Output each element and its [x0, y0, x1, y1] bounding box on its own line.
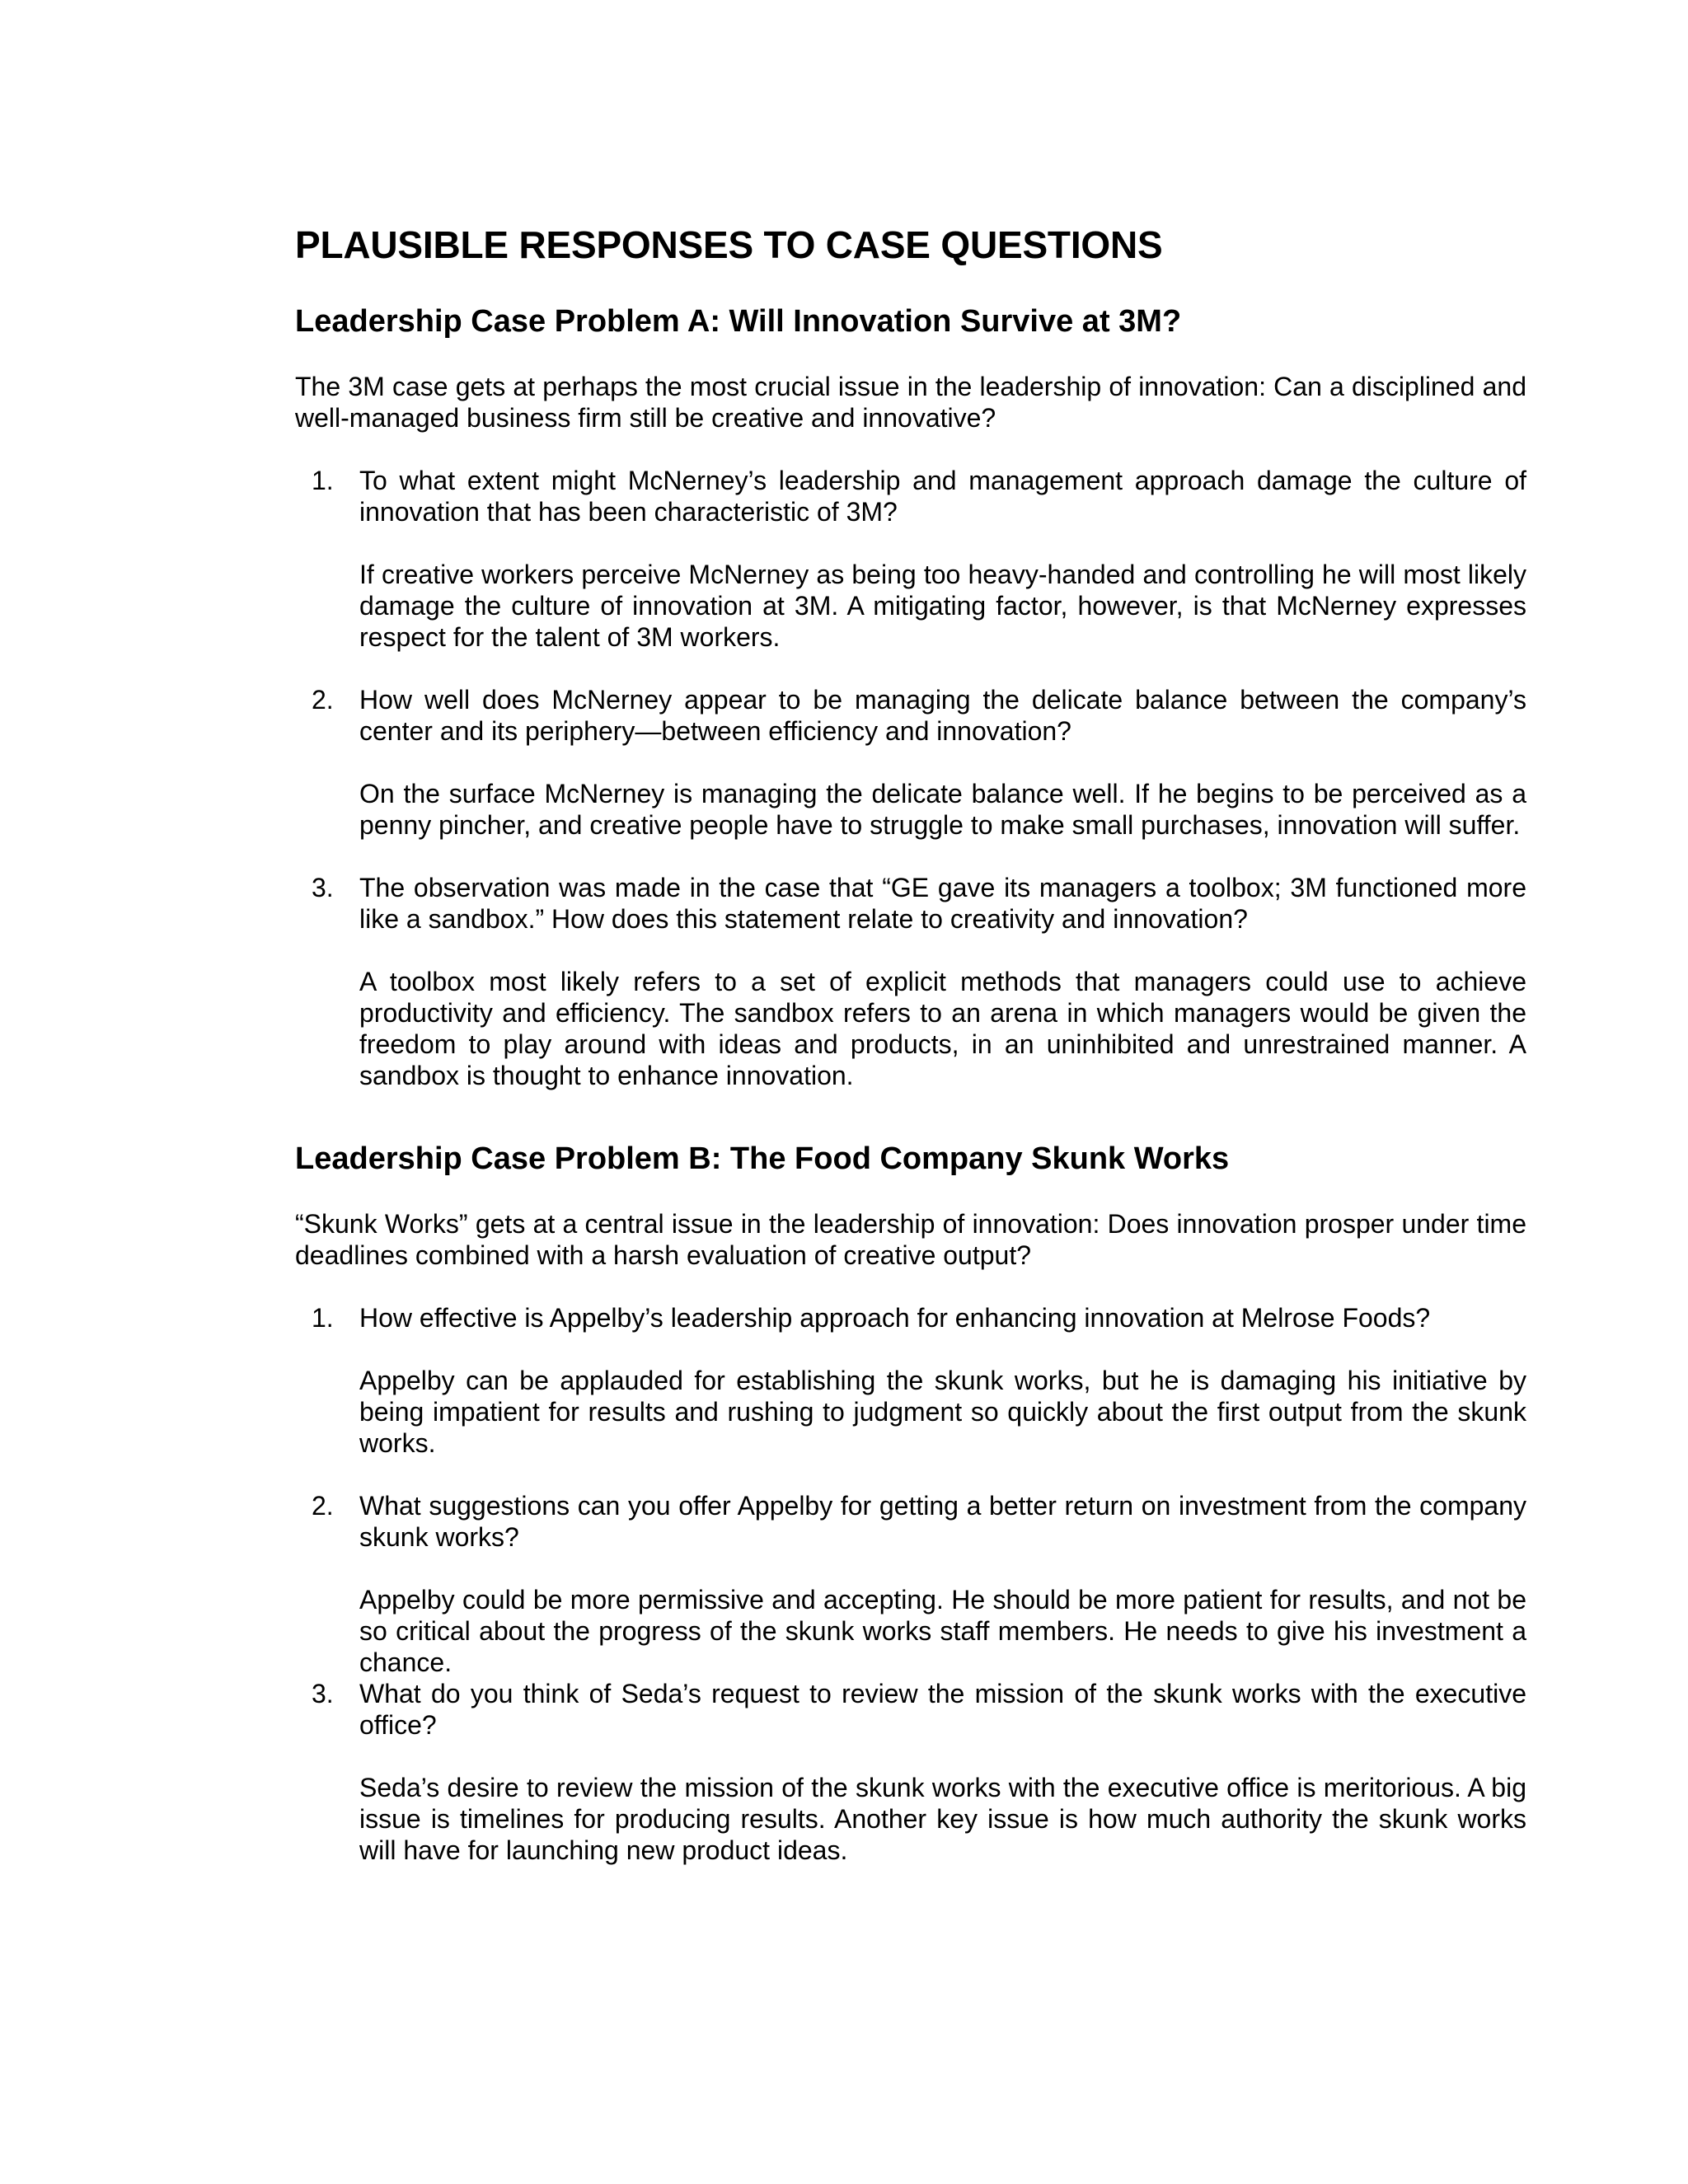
- question-list: [295, 465, 1526, 1091]
- answer-text: Appelby could be more permissive and accepting. He should be more patient for results, and not be so critical about the progress of the skunk works staff members. He needs to give his investment a chance.: [359, 1585, 1526, 1677]
- list-item: [295, 684, 1526, 841]
- question-text: How well does McNerney appear to be managing the delicate balance between the company’s center and its periphery—between efficiency and innovation?: [359, 685, 1526, 746]
- document-title: PLAUSIBLE RESPONSES TO CASE QUESTIONS: [295, 223, 1163, 266]
- case-section-a: [295, 302, 1526, 1091]
- item-number: 2.: [312, 685, 334, 715]
- section-intro: The 3M case gets at perhaps the most crucial issue in the leadership of innovation: Can a disciplined and well-managed business firm still be creative and innovative?: [295, 372, 1526, 433]
- item-number: 3.: [312, 873, 334, 902]
- list-item: [295, 1302, 1526, 1459]
- item-number: 2.: [312, 1491, 334, 1521]
- list-item: [295, 1678, 1526, 1866]
- section-heading: Leadership Case Problem B: The Food Company Skunk Works: [295, 1141, 1230, 1176]
- question-text: How effective is Appelby’s leadership approach for enhancing innovation at Melrose Foods?: [359, 1303, 1431, 1333]
- document-page: [295, 221, 1526, 1866]
- section-heading: Leadership Case Problem A: Will Innovation Survive at 3M?: [295, 304, 1182, 339]
- list-item: [295, 1490, 1526, 1678]
- item-number: 1.: [312, 1303, 334, 1333]
- section-intro: “Skunk Works” gets at a central issue in the leadership of innovation: Does innovation prosper under time deadlines combined with a harsh evaluation of creative output?: [295, 1209, 1526, 1270]
- answer-text: Seda’s desire to review the mission of the skunk works with the executive office is meritorious. A big issue is timelines for producing results. Another key issue is how much authority the skunk works will have for launching new product ideas.: [359, 1773, 1526, 1865]
- answer-text: On the surface McNerney is managing the delicate balance well. If he begins to be perceived as a penny pincher, and creative people have to struggle to make small purchases, innovation will suffer.: [359, 779, 1526, 840]
- item-number: 3.: [312, 1679, 334, 1708]
- question-list: [295, 1302, 1526, 1866]
- answer-text: Appelby can be applauded for establishing the skunk works, but he is damaging his initiative by being impatient for results and rushing to judgment so quickly about the first output from the skunk works.: [359, 1366, 1526, 1458]
- answer-text: If creative workers perceive McNerney as being too heavy-handed and controlling he will most likely damage the culture of innovation at 3M. A mitigating factor, however, is that McNerney expresses respect for the talent of 3M workers.: [359, 560, 1526, 652]
- question-text: What do you think of Seda’s request to review the mission of the skunk works with the executive office?: [359, 1679, 1526, 1740]
- question-text: What suggestions can you offer Appelby for getting a better return on investment from the company skunk works?: [359, 1491, 1526, 1552]
- question-text: To what extent might McNerney’s leadership and management approach damage the culture of innovation that has been characteristic of 3M?: [359, 466, 1526, 527]
- question-text: The observation was made in the case that “GE gave its managers a toolbox; 3M functioned more like a sandbox.” How does this statement relate to creativity and innovation?: [359, 873, 1526, 934]
- answer-text: A toolbox most likely refers to a set of explicit methods that managers could use to achieve productivity and efficiency. The sandbox refers to an arena in which managers would be given the freedom to play around with ideas and products, in an uninhibited and unrestrained manner. A sandbox is thought to enhance innovation.: [359, 967, 1526, 1090]
- list-item: [295, 872, 1526, 1091]
- item-number: 1.: [312, 466, 334, 495]
- list-item: [295, 465, 1526, 653]
- case-section-b: [295, 1139, 1526, 1866]
